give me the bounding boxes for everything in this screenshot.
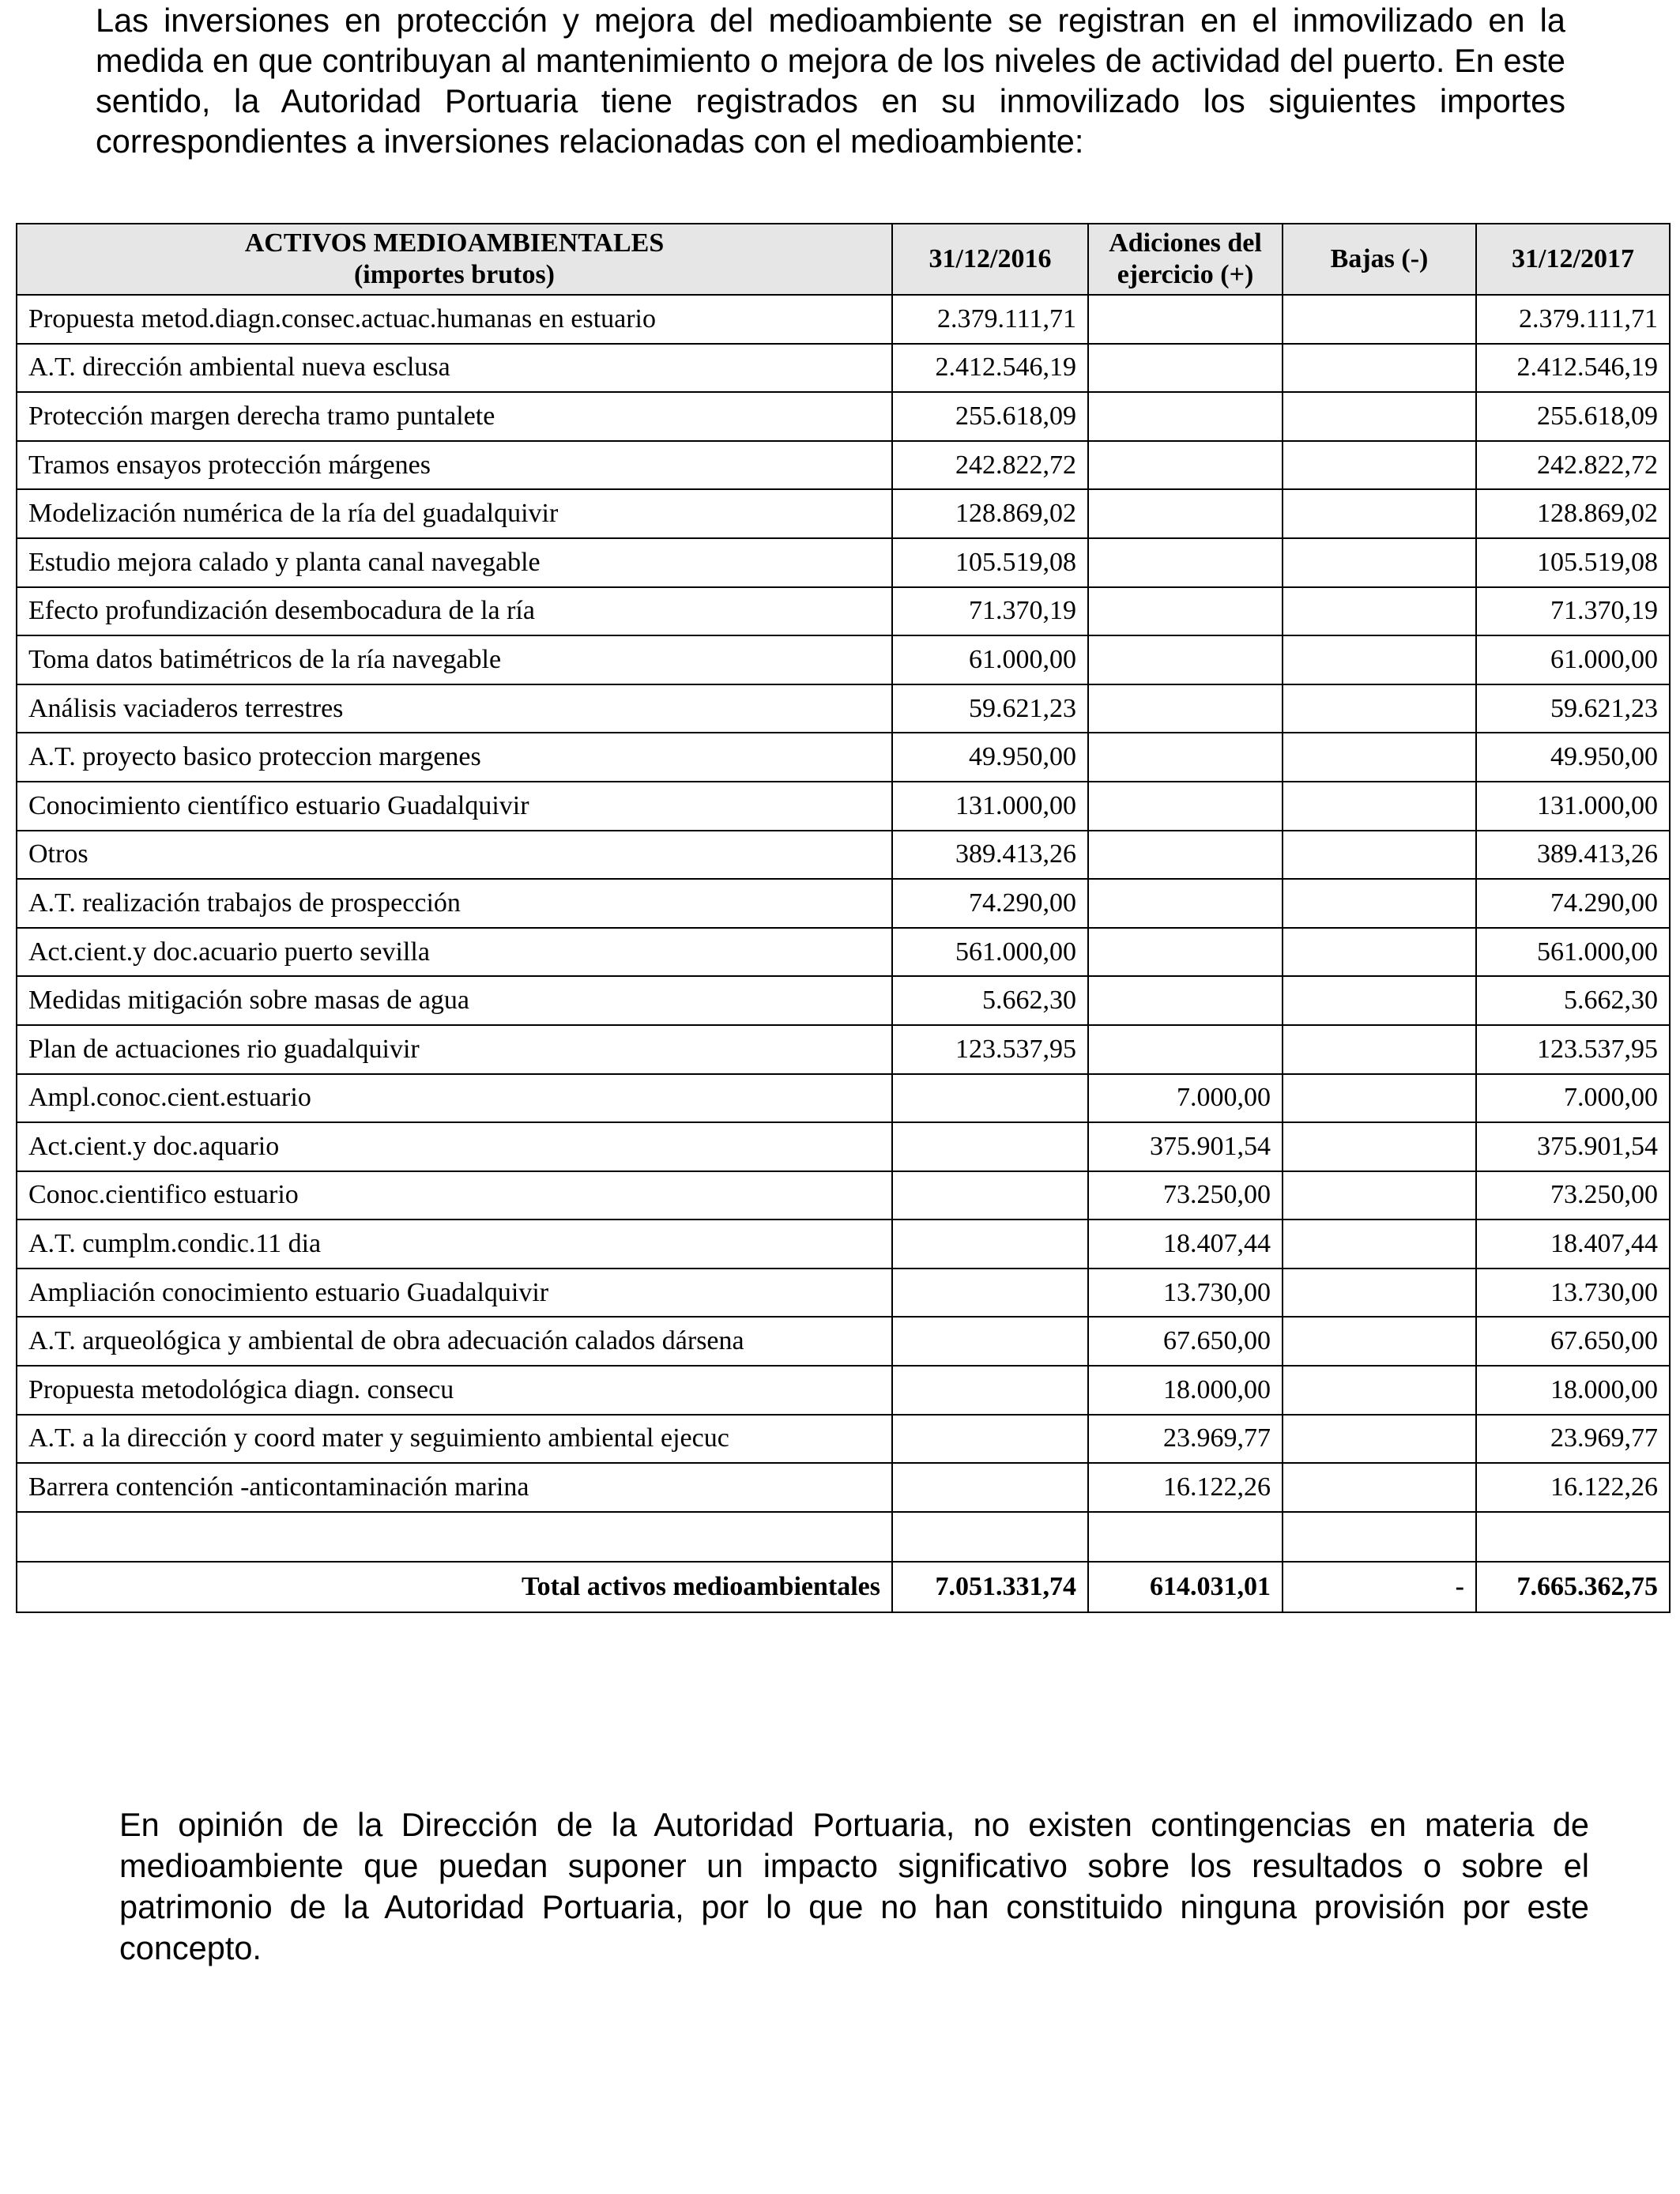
total-closing: 7.665.362,75 — [1476, 1562, 1670, 1612]
cell-closing: 389.413,26 — [1476, 831, 1670, 880]
cell-opening — [892, 1220, 1088, 1269]
cell-empty — [1088, 1512, 1283, 1562]
cell-opening: 242.822,72 — [892, 441, 1088, 490]
table-row — [17, 441, 1670, 490]
cell-disposals — [1283, 1269, 1476, 1318]
cell-concept: Estudio mejora calado y planta canal navegable — [17, 538, 892, 587]
cell-closing: 67.650,00 — [1476, 1317, 1670, 1366]
cell-disposals — [1283, 1025, 1476, 1074]
cell-concept: Ampl.conoc.cient.estuario — [17, 1074, 892, 1123]
cell-additions: 23.969,77 — [1088, 1415, 1283, 1464]
table-row — [17, 1269, 1670, 1318]
cell-opening — [892, 1171, 1088, 1220]
table-row — [17, 344, 1670, 393]
cell-opening: 71.370,19 — [892, 587, 1088, 636]
cell-closing: 61.000,00 — [1476, 635, 1670, 684]
cell-closing: 2.412.546,19 — [1476, 344, 1670, 393]
table-row — [17, 1415, 1670, 1464]
header-opening: 31/12/2016 — [892, 224, 1088, 295]
cell-concept: Protección margen derecha tramo puntalete — [17, 392, 892, 441]
header-additions-line2: ejercicio (+) — [1117, 260, 1254, 289]
table-row — [17, 635, 1670, 684]
cell-opening: 5.662,30 — [892, 976, 1088, 1025]
cell-closing: 123.537,95 — [1476, 1025, 1670, 1074]
cell-disposals — [1283, 392, 1476, 441]
header-disposals: Bajas (-) — [1283, 224, 1476, 295]
cell-closing: 561.000,00 — [1476, 928, 1670, 977]
cell-opening: 105.519,08 — [892, 538, 1088, 587]
cell-disposals — [1283, 635, 1476, 684]
cell-concept: A.T. dirección ambiental nueva esclusa — [17, 344, 892, 393]
cell-additions: 18.000,00 — [1088, 1366, 1283, 1415]
table-row — [17, 928, 1670, 977]
cell-additions: 375.901,54 — [1088, 1122, 1283, 1171]
table-row-empty — [17, 1512, 1670, 1562]
table-row — [17, 392, 1670, 441]
intro-paragraph: Las inversiones en protección y mejora del medioambiente se registran en el inmovilizado en la medida en que contribuyan al mantenimiento o mejora de los niveles de actividad del puerto. En este sentido, la Autoridad Portuaria tiene registrados en su inmovilizado los siguientes importes correspondientes a inversiones relacionadas con el medioambiente: — [96, 2, 1565, 160]
cell-opening — [892, 1317, 1088, 1366]
header-concept-line2: (importes brutos) — [353, 260, 556, 289]
cell-concept: Conoc.cientifico estuario — [17, 1171, 892, 1220]
cell-closing: 128.869,02 — [1476, 489, 1670, 538]
table-body — [17, 295, 1670, 1612]
cell-concept: Propuesta metodológica diagn. consecu — [17, 1366, 892, 1415]
cell-opening: 389.413,26 — [892, 831, 1088, 880]
cell-opening: 74.290,00 — [892, 879, 1088, 928]
cell-disposals — [1283, 538, 1476, 587]
cell-concept: A.T. realización trabajos de prospección — [17, 879, 892, 928]
cell-closing: 131.000,00 — [1476, 782, 1670, 831]
header-concept-line1: ACTIVOS MEDIOAMBIENTALES — [244, 228, 665, 258]
cell-concept: Medidas mitigación sobre masas de agua — [17, 976, 892, 1025]
cell-concept: Análisis vaciaderos terrestres — [17, 684, 892, 733]
cell-additions — [1088, 587, 1283, 636]
header-additions-line1: Adiciones del — [1109, 228, 1262, 258]
cell-concept: Plan de actuaciones rio guadalquivir — [17, 1025, 892, 1074]
cell-additions — [1088, 295, 1283, 344]
cell-opening: 59.621,23 — [892, 684, 1088, 733]
cell-disposals — [1283, 489, 1476, 538]
table-header-row — [17, 224, 1670, 295]
cell-closing: 18.407,44 — [1476, 1220, 1670, 1269]
cell-closing: 242.822,72 — [1476, 441, 1670, 490]
table-row — [17, 831, 1670, 880]
cell-concept: A.T. proyecto basico proteccion margenes — [17, 733, 892, 782]
header-closing: 31/12/2017 — [1476, 224, 1670, 295]
cell-disposals — [1283, 1122, 1476, 1171]
cell-empty — [1476, 1512, 1670, 1562]
cell-additions — [1088, 879, 1283, 928]
cell-additions — [1088, 928, 1283, 977]
table-row — [17, 976, 1670, 1025]
cell-disposals — [1283, 684, 1476, 733]
cell-additions — [1088, 782, 1283, 831]
cell-opening — [892, 1269, 1088, 1318]
cell-disposals — [1283, 295, 1476, 344]
table-row — [17, 1122, 1670, 1171]
cell-closing: 23.969,77 — [1476, 1415, 1670, 1464]
cell-opening: 49.950,00 — [892, 733, 1088, 782]
cell-additions — [1088, 1025, 1283, 1074]
cell-closing: 59.621,23 — [1476, 684, 1670, 733]
cell-concept: Act.cient.y doc.acuario puerto sevilla — [17, 928, 892, 977]
table-row — [17, 587, 1670, 636]
cell-closing: 5.662,30 — [1476, 976, 1670, 1025]
cell-closing: 71.370,19 — [1476, 587, 1670, 636]
cell-opening: 128.869,02 — [892, 489, 1088, 538]
cell-closing: 2.379.111,71 — [1476, 295, 1670, 344]
cell-disposals — [1283, 733, 1476, 782]
cell-additions — [1088, 976, 1283, 1025]
closing-paragraph: En opinión de la Dirección de la Autoridad Portuaria, no existen contingencias en materia de medioambiente que puedan suponer un impacto significativo sobre los resultados o sobre el patrimonio de la Autoridad Portuaria, por lo que no han constituido ninguna provisión por este concepto. — [119, 1806, 1589, 1966]
table-total-row — [17, 1562, 1670, 1612]
cell-disposals — [1283, 441, 1476, 490]
cell-opening — [892, 1122, 1088, 1171]
table-row — [17, 782, 1670, 831]
cell-disposals — [1283, 1317, 1476, 1366]
cell-closing: 74.290,00 — [1476, 879, 1670, 928]
cell-disposals — [1283, 782, 1476, 831]
table-row — [17, 1366, 1670, 1415]
cell-disposals — [1283, 928, 1476, 977]
cell-opening: 2.379.111,71 — [892, 295, 1088, 344]
cell-opening — [892, 1366, 1088, 1415]
cell-additions — [1088, 441, 1283, 490]
cell-additions: 18.407,44 — [1088, 1220, 1283, 1269]
cell-closing: 105.519,08 — [1476, 538, 1670, 587]
table-row — [17, 1463, 1670, 1512]
cell-additions: 67.650,00 — [1088, 1317, 1283, 1366]
cell-concept: Barrera contención -anticontaminación marina — [17, 1463, 892, 1512]
cell-concept: A.T. a la dirección y coord mater y seguimiento ambiental ejecuc — [17, 1415, 892, 1464]
cell-additions — [1088, 684, 1283, 733]
cell-disposals — [1283, 1463, 1476, 1512]
table-row — [17, 684, 1670, 733]
cell-concept: Efecto profundización desembocadura de la ría — [17, 587, 892, 636]
table-row — [17, 295, 1670, 344]
table-row — [17, 489, 1670, 538]
cell-concept: Propuesta metod.diagn.consec.actuac.humanas en estuario — [17, 295, 892, 344]
table-row — [17, 733, 1670, 782]
cell-opening — [892, 1074, 1088, 1123]
table-row — [17, 1220, 1670, 1269]
cell-additions — [1088, 344, 1283, 393]
total-disposals: - — [1283, 1562, 1476, 1612]
cell-additions — [1088, 635, 1283, 684]
cell-concept: Modelización numérica de la ría del guadalquivir — [17, 489, 892, 538]
cell-closing: 49.950,00 — [1476, 733, 1670, 782]
table-row — [17, 1025, 1670, 1074]
cell-additions — [1088, 392, 1283, 441]
cell-concept: Ampliación conocimiento estuario Guadalquivir — [17, 1269, 892, 1318]
cell-concept: A.T. cumplm.condic.11 dia — [17, 1220, 892, 1269]
cell-concept: Conocimiento científico estuario Guadalquivir — [17, 782, 892, 831]
cell-concept: Tramos ensayos protección márgenes — [17, 441, 892, 490]
cell-concept: A.T. arqueológica y ambiental de obra adecuación calados dársena — [17, 1317, 892, 1366]
table-row — [17, 1074, 1670, 1123]
cell-additions: 16.122,26 — [1088, 1463, 1283, 1512]
cell-closing: 375.901,54 — [1476, 1122, 1670, 1171]
cell-closing: 7.000,00 — [1476, 1074, 1670, 1123]
cell-opening — [892, 1463, 1088, 1512]
cell-additions: 13.730,00 — [1088, 1269, 1283, 1318]
cell-empty — [17, 1512, 892, 1562]
table-row — [17, 1171, 1670, 1220]
cell-additions: 7.000,00 — [1088, 1074, 1283, 1123]
cell-opening: 561.000,00 — [892, 928, 1088, 977]
cell-opening: 61.000,00 — [892, 635, 1088, 684]
cell-disposals — [1283, 1220, 1476, 1269]
cell-closing: 255.618,09 — [1476, 392, 1670, 441]
cell-additions — [1088, 489, 1283, 538]
cell-concept: Otros — [17, 831, 892, 880]
table-row — [17, 1317, 1670, 1366]
cell-disposals — [1283, 1415, 1476, 1464]
cell-closing: 16.122,26 — [1476, 1463, 1670, 1512]
cell-opening — [892, 1415, 1088, 1464]
cell-empty — [1283, 1512, 1476, 1562]
header-additions — [1088, 224, 1283, 295]
environmental-assets-table — [16, 223, 1671, 1613]
cell-empty — [892, 1512, 1088, 1562]
cell-disposals — [1283, 1171, 1476, 1220]
cell-disposals — [1283, 1074, 1476, 1123]
total-label: Total activos medioambientales — [17, 1562, 892, 1612]
cell-concept: Act.cient.y doc.aquario — [17, 1122, 892, 1171]
cell-additions — [1088, 733, 1283, 782]
cell-disposals — [1283, 831, 1476, 880]
header-concept — [17, 224, 892, 295]
cell-concept: Toma datos batimétricos de la ría navegable — [17, 635, 892, 684]
cell-closing: 73.250,00 — [1476, 1171, 1670, 1220]
cell-closing: 18.000,00 — [1476, 1366, 1670, 1415]
cell-opening: 255.618,09 — [892, 392, 1088, 441]
table-row — [17, 879, 1670, 928]
cell-disposals — [1283, 879, 1476, 928]
cell-disposals — [1283, 587, 1476, 636]
cell-additions — [1088, 538, 1283, 587]
cell-additions — [1088, 831, 1283, 880]
cell-disposals — [1283, 976, 1476, 1025]
cell-opening: 131.000,00 — [892, 782, 1088, 831]
cell-disposals — [1283, 1366, 1476, 1415]
cell-opening: 2.412.546,19 — [892, 344, 1088, 393]
cell-additions: 73.250,00 — [1088, 1171, 1283, 1220]
cell-closing: 13.730,00 — [1476, 1269, 1670, 1318]
total-opening: 7.051.331,74 — [892, 1562, 1088, 1612]
cell-disposals — [1283, 344, 1476, 393]
table-row — [17, 538, 1670, 587]
total-additions: 614.031,01 — [1088, 1562, 1283, 1612]
cell-opening: 123.537,95 — [892, 1025, 1088, 1074]
